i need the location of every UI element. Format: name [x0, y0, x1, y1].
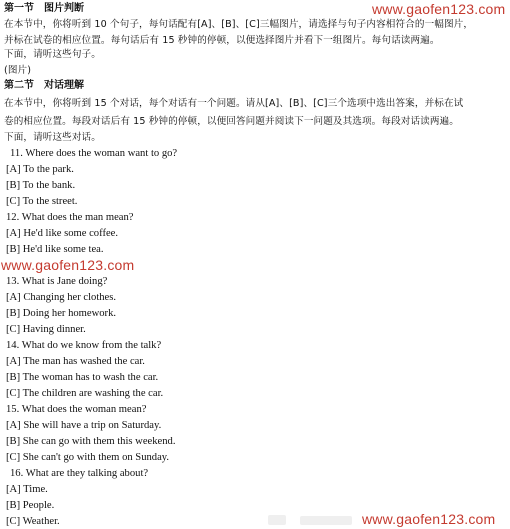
answer-option: [B] The woman has to wash the car.	[6, 372, 159, 383]
question-stem	[6, 275, 107, 289]
question-text: Where does the woman want to go?	[25, 148, 178, 159]
answer-option: [B] He'd like some tea.	[6, 244, 104, 255]
answer-option: [A] He'd like some coffee.	[6, 228, 119, 239]
answer-option: [A] Time.	[6, 484, 48, 495]
answer-option: [C] Weather.	[6, 516, 60, 527]
watermark-middle: www.gaofen123.com	[1, 257, 135, 273]
section2-instruction-line: 下面，请听这些对话。	[4, 132, 101, 143]
question-stem	[10, 147, 177, 161]
answer-option: [A] She will have a trip on Saturday.	[6, 420, 162, 431]
question-number: 16.	[10, 468, 24, 479]
answer-option: [B] To the bank.	[6, 180, 76, 191]
section2-instruction-line: 在本节中，你将听到 15 个对话，每个对话有一个问题。请从[A]、[B]、[C]三个选项中选出答案，并标在试	[4, 98, 464, 109]
question-stem	[10, 467, 148, 481]
section2-title: 第二节 对话理解	[4, 80, 84, 91]
answer-option: [B] Doing her homework.	[6, 308, 117, 319]
question-text: What are they talking about?	[25, 468, 149, 479]
question-text: What does the man mean?	[21, 212, 134, 223]
question-number: 13.	[6, 276, 20, 287]
image-placeholder: (图片)	[4, 65, 32, 76]
watermark-bottom: www.gaofen123.com	[362, 511, 496, 527]
section1-instruction-line: 并标在试卷的相应位置。每句话后有 15 秒钟的停顿，以便选择图片并看下一组图片。每句话读两遍。	[4, 35, 440, 46]
answer-option: [C] To the street.	[6, 196, 78, 207]
question-stem	[6, 211, 134, 225]
question-text: What do we know from the talk?	[21, 340, 162, 351]
section1-title: 第一节 图片判断	[4, 3, 84, 14]
question-number: 14.	[6, 340, 20, 351]
section1-instruction-line: 在本节中，你将听到 10 个句子，每句话配有[A]、[B]、[C]三幅图片，请选择与句子内容相符合的一幅图片，	[4, 19, 474, 30]
answer-option: [C] The children are washing the car.	[6, 388, 164, 399]
answer-option: [C] She can't go with them on Sunday.	[6, 452, 170, 463]
question-text: What is Jane doing?	[21, 276, 108, 287]
answer-option: [A] The man has washed the car.	[6, 356, 145, 367]
question-number: 15.	[6, 404, 20, 415]
answer-option: [A] Changing her clothes.	[6, 292, 117, 303]
watermark-top: www.gaofen123.com	[372, 1, 506, 17]
question-number: 11.	[10, 148, 23, 159]
answer-option: [C] Having dinner.	[6, 324, 86, 335]
answer-option: [B] People.	[6, 500, 55, 511]
section1-instruction-line: 下面，请听这些句子。	[4, 49, 101, 60]
scan-smudge	[300, 516, 352, 525]
question-text: What does the woman mean?	[21, 404, 147, 415]
answer-option: [A] To the park.	[6, 164, 74, 175]
scan-smudge	[268, 515, 286, 525]
question-stem	[6, 403, 146, 417]
question-number: 12.	[6, 212, 20, 223]
section2-instruction-line: 卷的相应位置。每段对话后有 15 秒钟的停顿，以便回答问题并阅读下一问题及其选项。每段对话读两遍。	[4, 116, 459, 127]
answer-option: [B] She can go with them this weekend.	[6, 436, 176, 447]
question-stem	[6, 339, 161, 353]
